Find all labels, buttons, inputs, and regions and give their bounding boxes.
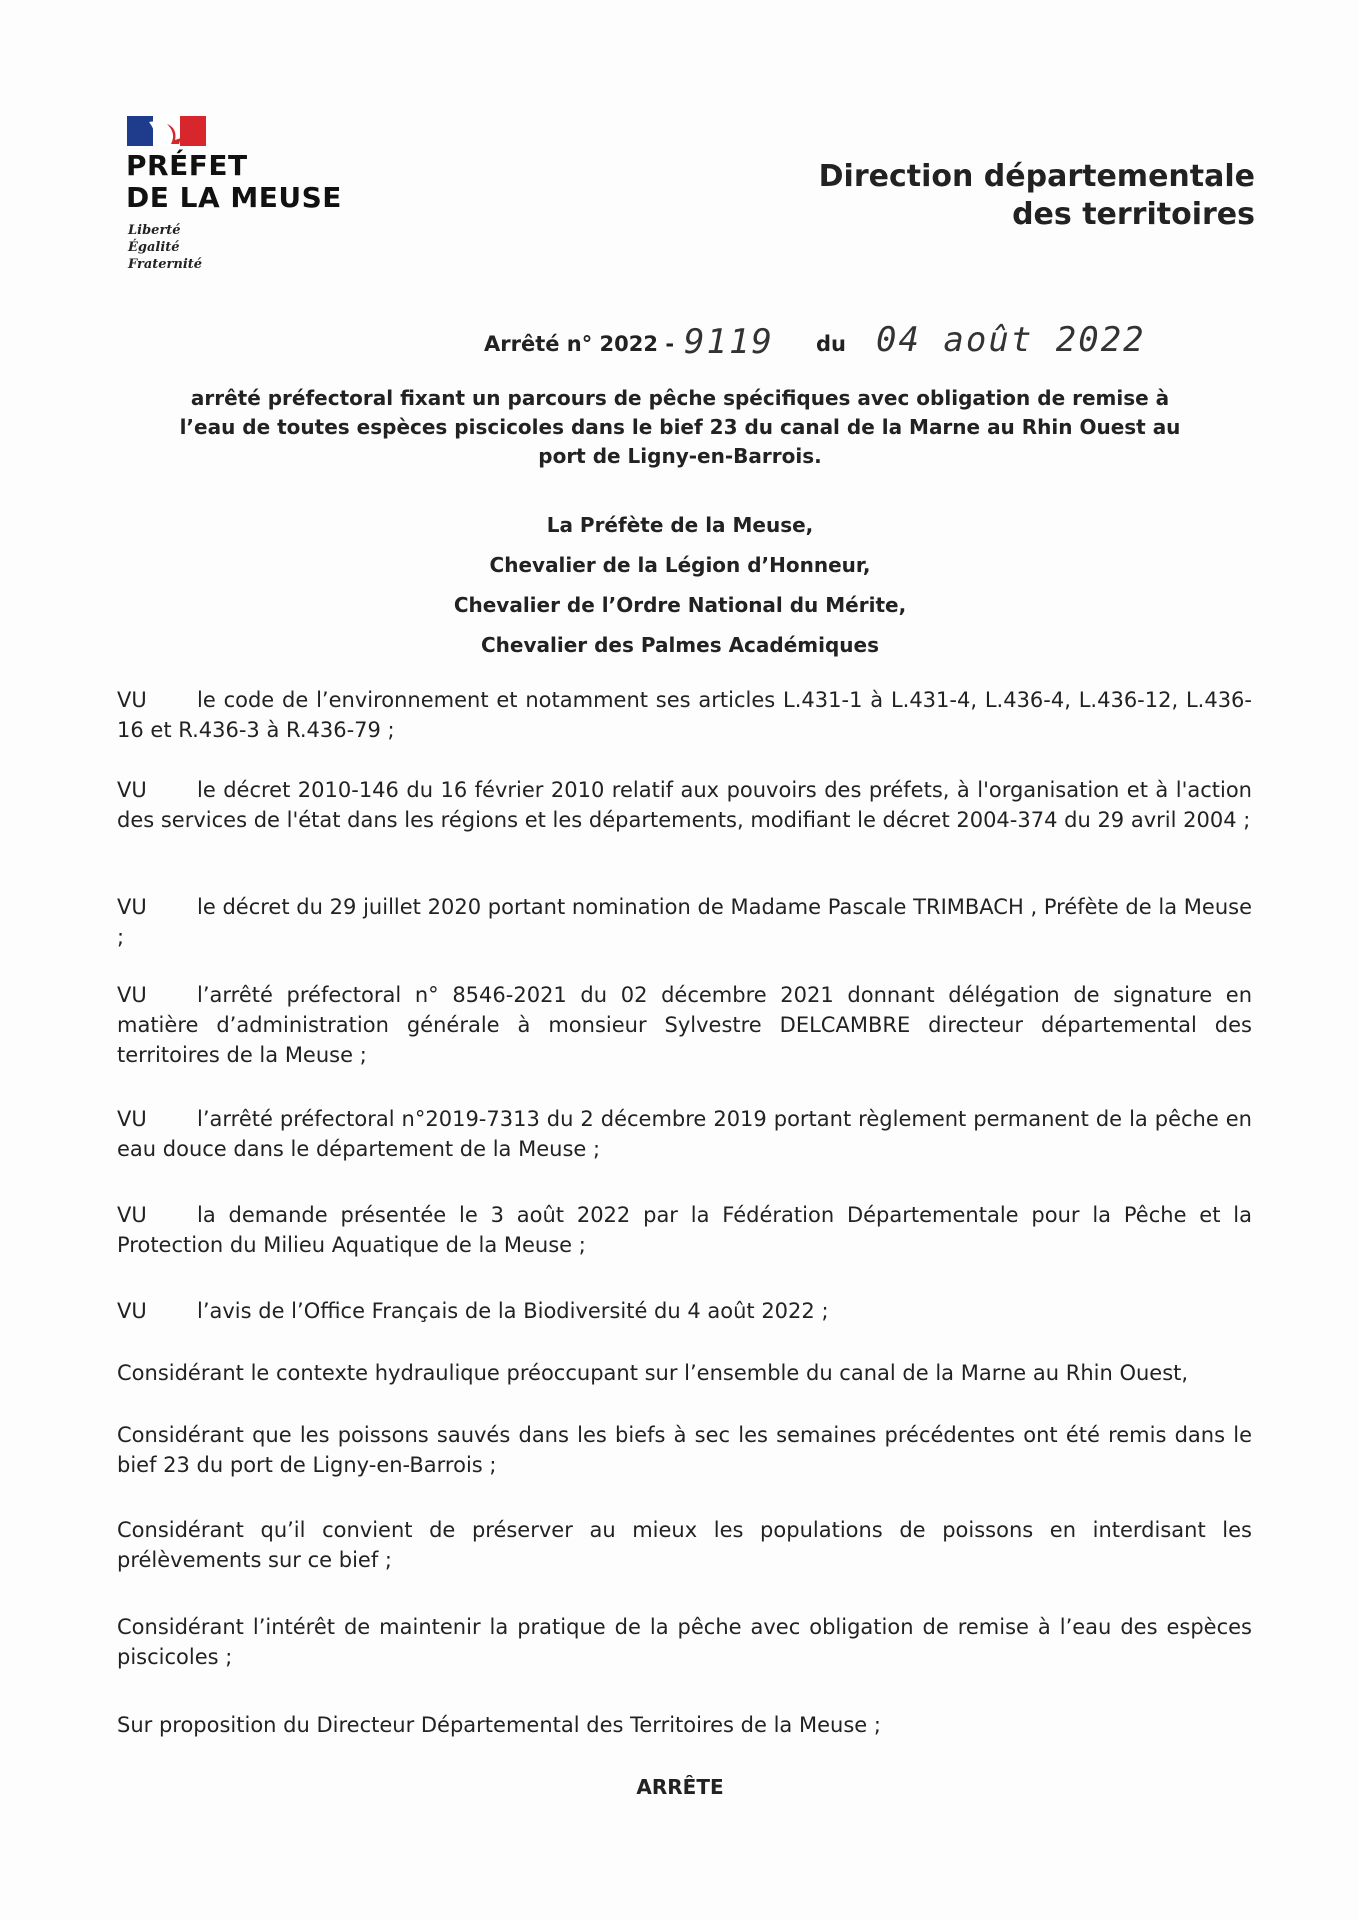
vu-label: VU bbox=[117, 1107, 147, 1131]
considerant-2: Considérant que les poissons sauvés dans les biefs à sec les semaines précédentes ont été remis dans le bief 23 du port de Ligny-en-Barrois ; bbox=[117, 1423, 1252, 1477]
vu-paragraph-1 bbox=[117, 685, 1252, 745]
vu-text: le décret 2010-146 du 16 février 2010 relatif aux pouvoirs des préfets, à l'organisation et à l'action des services de l'état dans les régions et les départements, modifiant le décret 2004-374 du 29 avril 2004 ; bbox=[117, 778, 1252, 832]
arrete-number-line bbox=[484, 320, 1164, 370]
title-line-4: Chevalier des Palmes Académiques bbox=[480, 633, 880, 657]
vu-text: l’arrêté préfectoral n°2019-7313 du 2 décembre 2019 portant règlement permanent de la pêche en eau douce dans le département de la Meuse ; bbox=[117, 1107, 1252, 1161]
considerant-4: Considérant l’intérêt de maintenir la pratique de la pêche avec obligation de remise à l’eau des espèces piscicoles ; bbox=[117, 1615, 1252, 1669]
arrete-number-handwritten: 9119 bbox=[684, 322, 774, 362]
considerant-3: Considérant qu’il convient de préserver au mieux les populations de poissons en interdisant les prélèvements sur ce bief ; bbox=[117, 1518, 1252, 1572]
vu-label: VU bbox=[117, 983, 147, 1007]
arrete-heading: ARRÊTE bbox=[636, 1775, 724, 1799]
vu-paragraph-6 bbox=[117, 1200, 1252, 1260]
vu-label: VU bbox=[117, 688, 147, 712]
vu-text: l’avis de l’Office Français de la Biodiversité du 4 août 2022 ; bbox=[197, 1299, 829, 1323]
vu-paragraph-3 bbox=[117, 892, 1252, 952]
arrete-date-handwritten: 04 août 2022 bbox=[876, 320, 1146, 360]
direction-heading bbox=[819, 158, 1255, 234]
arrete-subject: arrêté préfectoral fixant un parcours de pêche spécifiques avec obligation de remise à l’eau de toutes espèces piscicoles dans le bief 23 du canal de la Marne au Rhin Ouest au port de Ligny-en-Barrois. bbox=[179, 386, 1181, 468]
vu-text: le code de l’environnement et notamment ses articles L.431-1 à L.431-4, L.436-4, L.436-12, L.436-16 et R.436-3 à R.436-79 ; bbox=[117, 688, 1252, 742]
direction-line-2: des territoires bbox=[1012, 197, 1255, 232]
vu-label: VU bbox=[117, 778, 147, 802]
title-line-3: Chevalier de l’Ordre National du Mérite, bbox=[453, 593, 907, 617]
prefete-titles bbox=[360, 505, 1000, 665]
vu-paragraph-4 bbox=[117, 980, 1252, 1070]
devise-fraternite: Fraternité bbox=[128, 257, 203, 272]
vu-label: VU bbox=[117, 895, 147, 919]
devise bbox=[128, 222, 202, 273]
arrete-prefix: Arrêté n° 2022 - bbox=[484, 332, 675, 356]
prefet-line-2: DE LA MEUSE bbox=[126, 181, 342, 214]
vu-label: VU bbox=[117, 1203, 147, 1227]
arrete-du: du bbox=[816, 332, 846, 356]
marianne-logo bbox=[127, 116, 206, 146]
devise-liberte: Liberté bbox=[128, 223, 181, 238]
vu-text: le décret du 29 juillet 2020 portant nomination de Madame Pascale TRIMBACH , Préfète de la Meuse ; bbox=[117, 895, 1252, 949]
vu-label: VU bbox=[117, 1299, 147, 1323]
title-line-1: La Préfète de la Meuse, bbox=[546, 513, 814, 537]
vu-paragraph-2 bbox=[117, 775, 1252, 835]
proposition-paragraph: Sur proposition du Directeur Départemental des Territoires de la Meuse ; bbox=[117, 1713, 881, 1737]
prefet-line-1: PRÉFET bbox=[126, 149, 248, 182]
devise-egalite: Égalité bbox=[128, 240, 180, 255]
vu-paragraph-7 bbox=[117, 1296, 1252, 1326]
considerant-1: Considérant le contexte hydraulique préoccupant sur l’ensemble du canal de la Marne au Rhin Ouest, bbox=[117, 1361, 1189, 1385]
vu-paragraph-5 bbox=[117, 1104, 1252, 1164]
direction-line-1: Direction départementale bbox=[818, 159, 1255, 194]
title-line-2: Chevalier de la Légion d’Honneur, bbox=[489, 553, 871, 577]
prefet-title bbox=[126, 150, 342, 214]
vu-text: l’arrêté préfectoral n° 8546-2021 du 02 décembre 2021 donnant délégation de signature en matière d’administration générale à monsieur Sylvestre DELCAMBRE directeur départemental des territoires de la Meuse ; bbox=[117, 983, 1252, 1067]
vu-text: la demande présentée le 3 août 2022 par la Fédération Départementale pour la Pêche et la Protection du Milieu Aquatique de la Meuse ; bbox=[117, 1203, 1252, 1257]
